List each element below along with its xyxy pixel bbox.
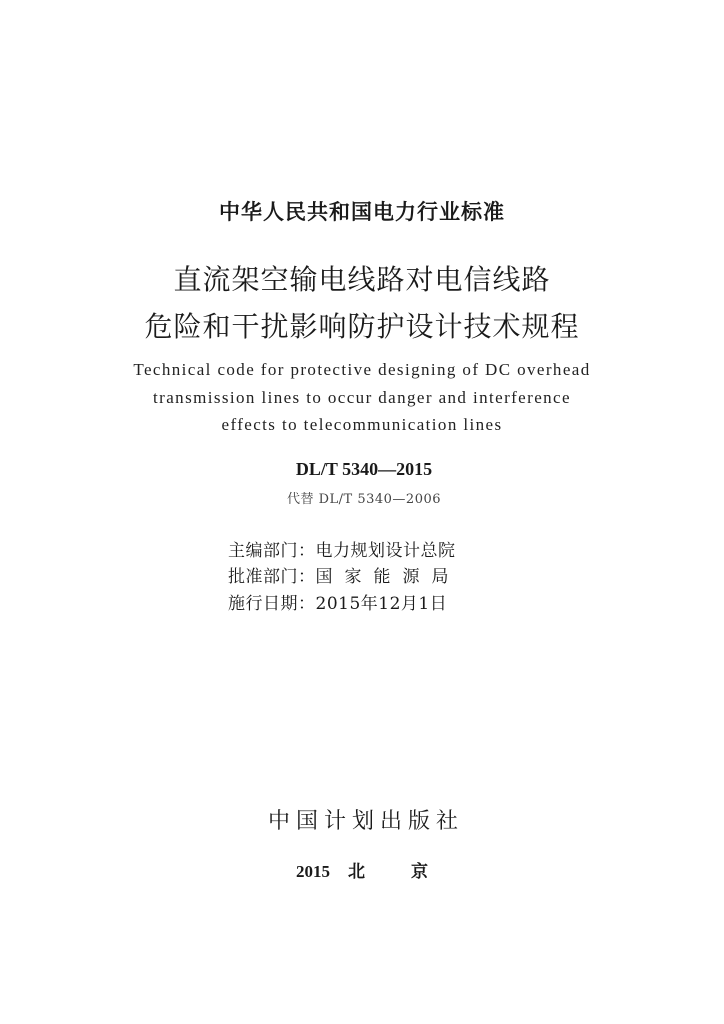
editor-department <box>228 536 456 561</box>
approver-department <box>228 562 461 587</box>
publisher: 中国计划出版社 <box>267 809 464 834</box>
effective-date <box>228 589 447 614</box>
city-part-1: 北 <box>348 862 365 882</box>
chinese-title-line-2: 危险和干扰影响防护设计技术规程 <box>144 310 580 343</box>
publication-year: 2015 <box>296 862 330 881</box>
english-title-line-2: transmission lines to occur danger and interference <box>153 388 571 407</box>
replaces-standard: 代替 DL/T 5340—2006 <box>286 492 442 507</box>
editor-label: 主编部门： <box>228 541 316 561</box>
effective-value: 2015年12月1日 <box>315 594 448 614</box>
city-part-2: 京 <box>411 862 428 882</box>
chinese-title-line-1: 直流架空输电线路对电信线路 <box>173 263 551 296</box>
approver-value: 国家能源局 <box>315 567 461 587</box>
standard-category: 中华人民共和国电力行业标准 <box>219 200 505 224</box>
english-title-line-3: effects to telecommunication lines <box>221 415 503 434</box>
publication-year-place <box>0 857 724 882</box>
effective-label: 施行日期： <box>228 594 316 614</box>
approver-label: 批准部门： <box>228 567 316 587</box>
standard-code: DL/T 5340—2015 <box>295 459 433 479</box>
english-title-line-1: Technical code for protective designing of DC overhead <box>133 360 591 379</box>
editor-value: 电力规划设计总院 <box>315 541 456 561</box>
